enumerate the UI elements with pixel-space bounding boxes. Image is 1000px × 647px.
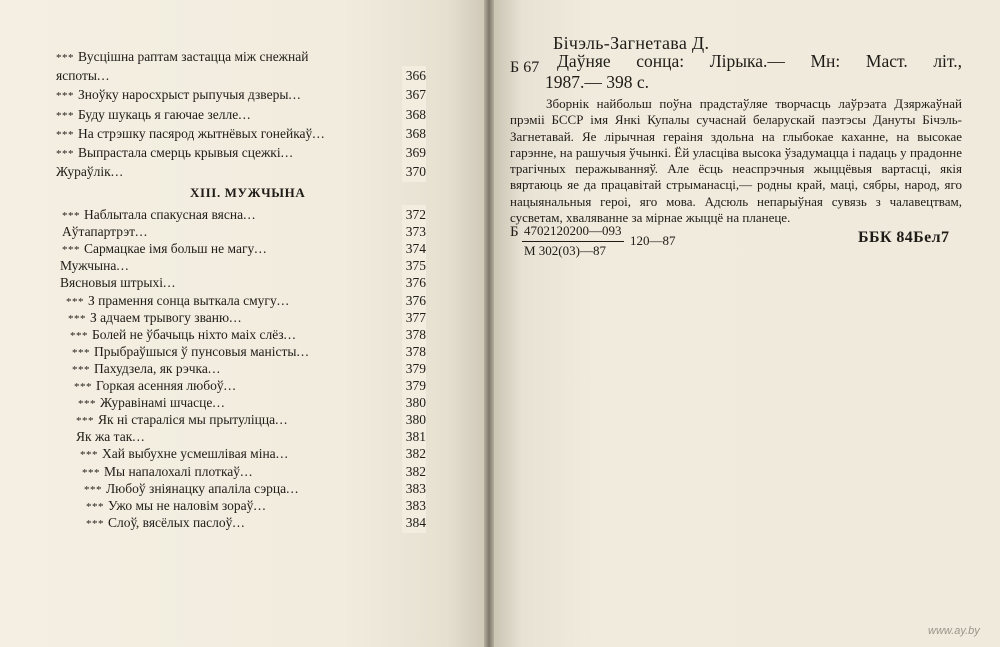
card-year-line: 1987.— 398 с.	[545, 72, 650, 92]
book-gutter	[484, 0, 494, 647]
toc-entry-page: 372	[402, 205, 426, 225]
toc-entry-asterisks: ***	[86, 517, 104, 530]
toc-leader-dots: ...	[96, 68, 111, 84]
toc-entry-title: Жуpавінамі шчасце	[100, 395, 213, 411]
toc-entry-page: 366	[402, 66, 426, 86]
toc-leader-dots: ...	[254, 241, 268, 257]
toc-leader-dots: ...	[110, 164, 124, 180]
toc-leader-dots: ...	[132, 429, 146, 445]
toc-entry-page: 384	[402, 513, 426, 533]
toc-entry-page: 382	[402, 444, 426, 464]
toc-entry-title: Слоў, вясёлых паслоў	[108, 514, 233, 530]
toc-leader-dots: ...	[280, 145, 294, 160]
index-letter: Б	[510, 224, 519, 240]
toc-leader-dots: ...	[275, 446, 289, 462]
toc-entry-page: 370	[402, 162, 426, 182]
toc-entry-asterisks: ***	[56, 109, 74, 122]
toc-leader-dots: ...	[223, 378, 237, 393]
index-code: 120—87	[630, 233, 676, 248]
toc-entry-title: Жураўлік	[56, 164, 111, 180]
card-title-line: Даўняе сонца: Лірыка.— Мн: Маст. літ.,	[557, 51, 962, 71]
toc-entry-title: Ужо мы не наловім зораў	[108, 497, 254, 513]
toc-leader-dots: ...	[275, 412, 289, 428]
toc-entry-asterisks: ***	[62, 210, 80, 222]
toc-entry-title: Як ні стараліся мы прытуліцца	[98, 412, 276, 428]
toc-leader-dots: ...	[135, 224, 149, 240]
toc-entry	[56, 143, 426, 163]
toc-leader-dots: ...	[229, 309, 243, 325]
toc-entry-title: Горкая асенняя любоў	[96, 378, 224, 393]
toc-leader-dots: ...	[116, 258, 130, 274]
toc-entry-title: Сармацкае імя больш не магу	[84, 241, 255, 257]
toc-entry-asterisks: ***	[78, 398, 96, 411]
toc-leader-dots: ...	[276, 292, 290, 308]
toc-entry-title: Хай выбухне усмешлівая міна	[102, 446, 276, 462]
index-denominator: М 302(03)—87	[524, 243, 606, 258]
toc-entry-asterisks: ***	[68, 312, 86, 325]
toc-leader-dots: ...	[286, 480, 300, 496]
toc-entry-page: 367	[402, 85, 426, 105]
toc-entry-asterisks: ***	[82, 466, 100, 479]
toc-entry-asterisks: ***	[72, 363, 90, 376]
card-author: Бічэль-Загнетава Д.	[553, 33, 710, 53]
toc-entry	[56, 124, 426, 144]
card-annotation: Зборнік найбольш поўна прадстаўляе творчасць лаўрэата Дзяржаўнай прэміі БССР імя Янкі Купалы сучаснай беларускай паэтэсы Дануты Бічэль-Загнетавай. Яе лірычная гераіня здольна на глыбокае каханне, на высокае гарэнне, на рашучыя ўчынкі. Ёй уласціва высока ўзадумацца і падаць у прадонне трагічных перажыванняў. Але ёсць неаспрэчныя жыццёвыя вартасці, якія вяртаюць яе да працавітай стрыманасці,— родны край, маці, сябры, народ, яго нацыянальныя героі, яго мова. Адсюль непарыўная сувязь з чалавецтвам, сусветам, хваляванне за мірнае жыццё на планеце.	[510, 96, 962, 226]
toc-leader-dots: ...	[283, 326, 297, 342]
toc-entry-title: Вясновыя штрыхі	[60, 275, 163, 291]
toc-leader-dots: ...	[312, 125, 326, 141]
toc-entry-page: 378	[402, 342, 426, 362]
toc-entry-page: 376	[402, 273, 426, 293]
toc-entry-page: 377	[402, 308, 426, 328]
toc-leader-dots: ...	[212, 395, 226, 411]
toc-leader-dots: ...	[232, 514, 246, 530]
toc-entry-page: 379	[402, 359, 426, 379]
toc-entry-title: Як жа так	[76, 429, 133, 445]
toc-entry	[56, 162, 426, 182]
toc-entry-page: 381	[402, 427, 426, 447]
toc-entry-title: З адчаем трывогу званю	[90, 309, 230, 325]
toc-entry-title: На стрэшку пасярод жытнёвых гонейкаў	[78, 125, 313, 141]
toc-entry-page: 375	[402, 256, 426, 276]
toc-leader-dots: ...	[253, 497, 267, 513]
toc-entry-title: Вусцішна раптам застацца між снежнай	[78, 49, 309, 64]
index-numerator: 4702120200—093	[524, 223, 622, 238]
toc-entry-asterisks: ***	[56, 90, 74, 103]
toc-leader-dots: ...	[296, 343, 310, 359]
section-title: XIII. МУЖЧЫНА	[190, 185, 306, 200]
toc-entry-page: 369	[402, 143, 426, 163]
toc-entry-title: Мужчына	[60, 258, 117, 274]
toc-entry	[56, 66, 426, 86]
toc-entry	[56, 105, 426, 125]
toc-entry	[56, 85, 426, 105]
toc-entry-asterisks: ***	[56, 148, 74, 160]
toc-entry-asterisks: ***	[80, 449, 98, 462]
toc-leader-dots: ...	[207, 360, 221, 376]
toc-leader-dots: ...	[240, 463, 254, 479]
toc-entry-title: Прыбраўшыся ў пунсовыя маністы	[94, 343, 297, 359]
toc-entry-asterisks: ***	[56, 128, 74, 141]
toc-entry-asterisks: ***	[86, 500, 104, 513]
toc-entry-page: 383	[402, 496, 426, 516]
toc-entry-asterisks: ***	[84, 483, 102, 496]
toc-entry-title: Мы напалохалі плоткаў	[104, 463, 241, 479]
toc-entry-asterisks: ***	[76, 415, 94, 428]
toc-entry-title: Наблытала спакусная вясна	[84, 207, 244, 222]
toc-entry-page: 380	[402, 393, 426, 413]
toc-leader-dots: ...	[163, 275, 177, 291]
toc-entry-page: 378	[402, 325, 426, 345]
watermark: www.ay.by	[928, 625, 980, 637]
toc-entry-title: Болей не ўбачыць ніхто маіх слёз	[92, 326, 284, 342]
toc-entry-page: 380	[402, 410, 426, 430]
toc-entry-page: 383	[402, 479, 426, 499]
toc-entry-page: 373	[402, 222, 426, 242]
toc-entry-title: яспоты	[56, 68, 97, 84]
toc-entry	[56, 47, 426, 67]
toc-entry-page: 379	[402, 376, 426, 396]
toc-entry-asterisks: ***	[72, 346, 90, 359]
toc-entry-page: 382	[402, 462, 426, 482]
toc-leader-dots: ...	[288, 87, 302, 103]
toc-leader-dots: ...	[238, 106, 252, 122]
bbk-code: ББК 84Бел7	[858, 229, 950, 246]
toc-entry-page: 374	[402, 239, 426, 259]
toc-entry-page: 368	[402, 105, 426, 125]
toc-entry-title: Любоў зніянацку апаліла сэрца	[106, 480, 287, 496]
toc-entry-title: Аўтапартрэт	[62, 224, 136, 240]
toc-entry-page: 376	[402, 291, 426, 311]
toc-leader-dots: ...	[243, 207, 257, 222]
toc-entry-asterisks: ***	[56, 52, 74, 64]
toc-entry-title: Зноўку наросхрыст рыпучыя дзверы	[78, 87, 289, 103]
index-fraction-rule	[522, 241, 624, 242]
toc-entry-asterisks: ***	[66, 295, 84, 308]
toc-entry-page: 368	[402, 124, 426, 144]
toc-entry	[86, 513, 426, 533]
card-code: Б 67	[510, 59, 540, 76]
toc-entry-title: Буду шукаць я гаючае зелле	[78, 106, 239, 122]
toc-entry-title: Пахудзела, як рэчка	[94, 360, 208, 376]
toc-entry-asterisks: ***	[74, 381, 92, 393]
toc-entry-asterisks: ***	[62, 244, 80, 257]
toc-entry-title: З прамення сонца выткала смугу	[88, 292, 277, 308]
toc-entry-title: Выпрастала смерць крывыя сцежкі	[78, 145, 281, 160]
toc-entry-asterisks: ***	[70, 329, 88, 342]
